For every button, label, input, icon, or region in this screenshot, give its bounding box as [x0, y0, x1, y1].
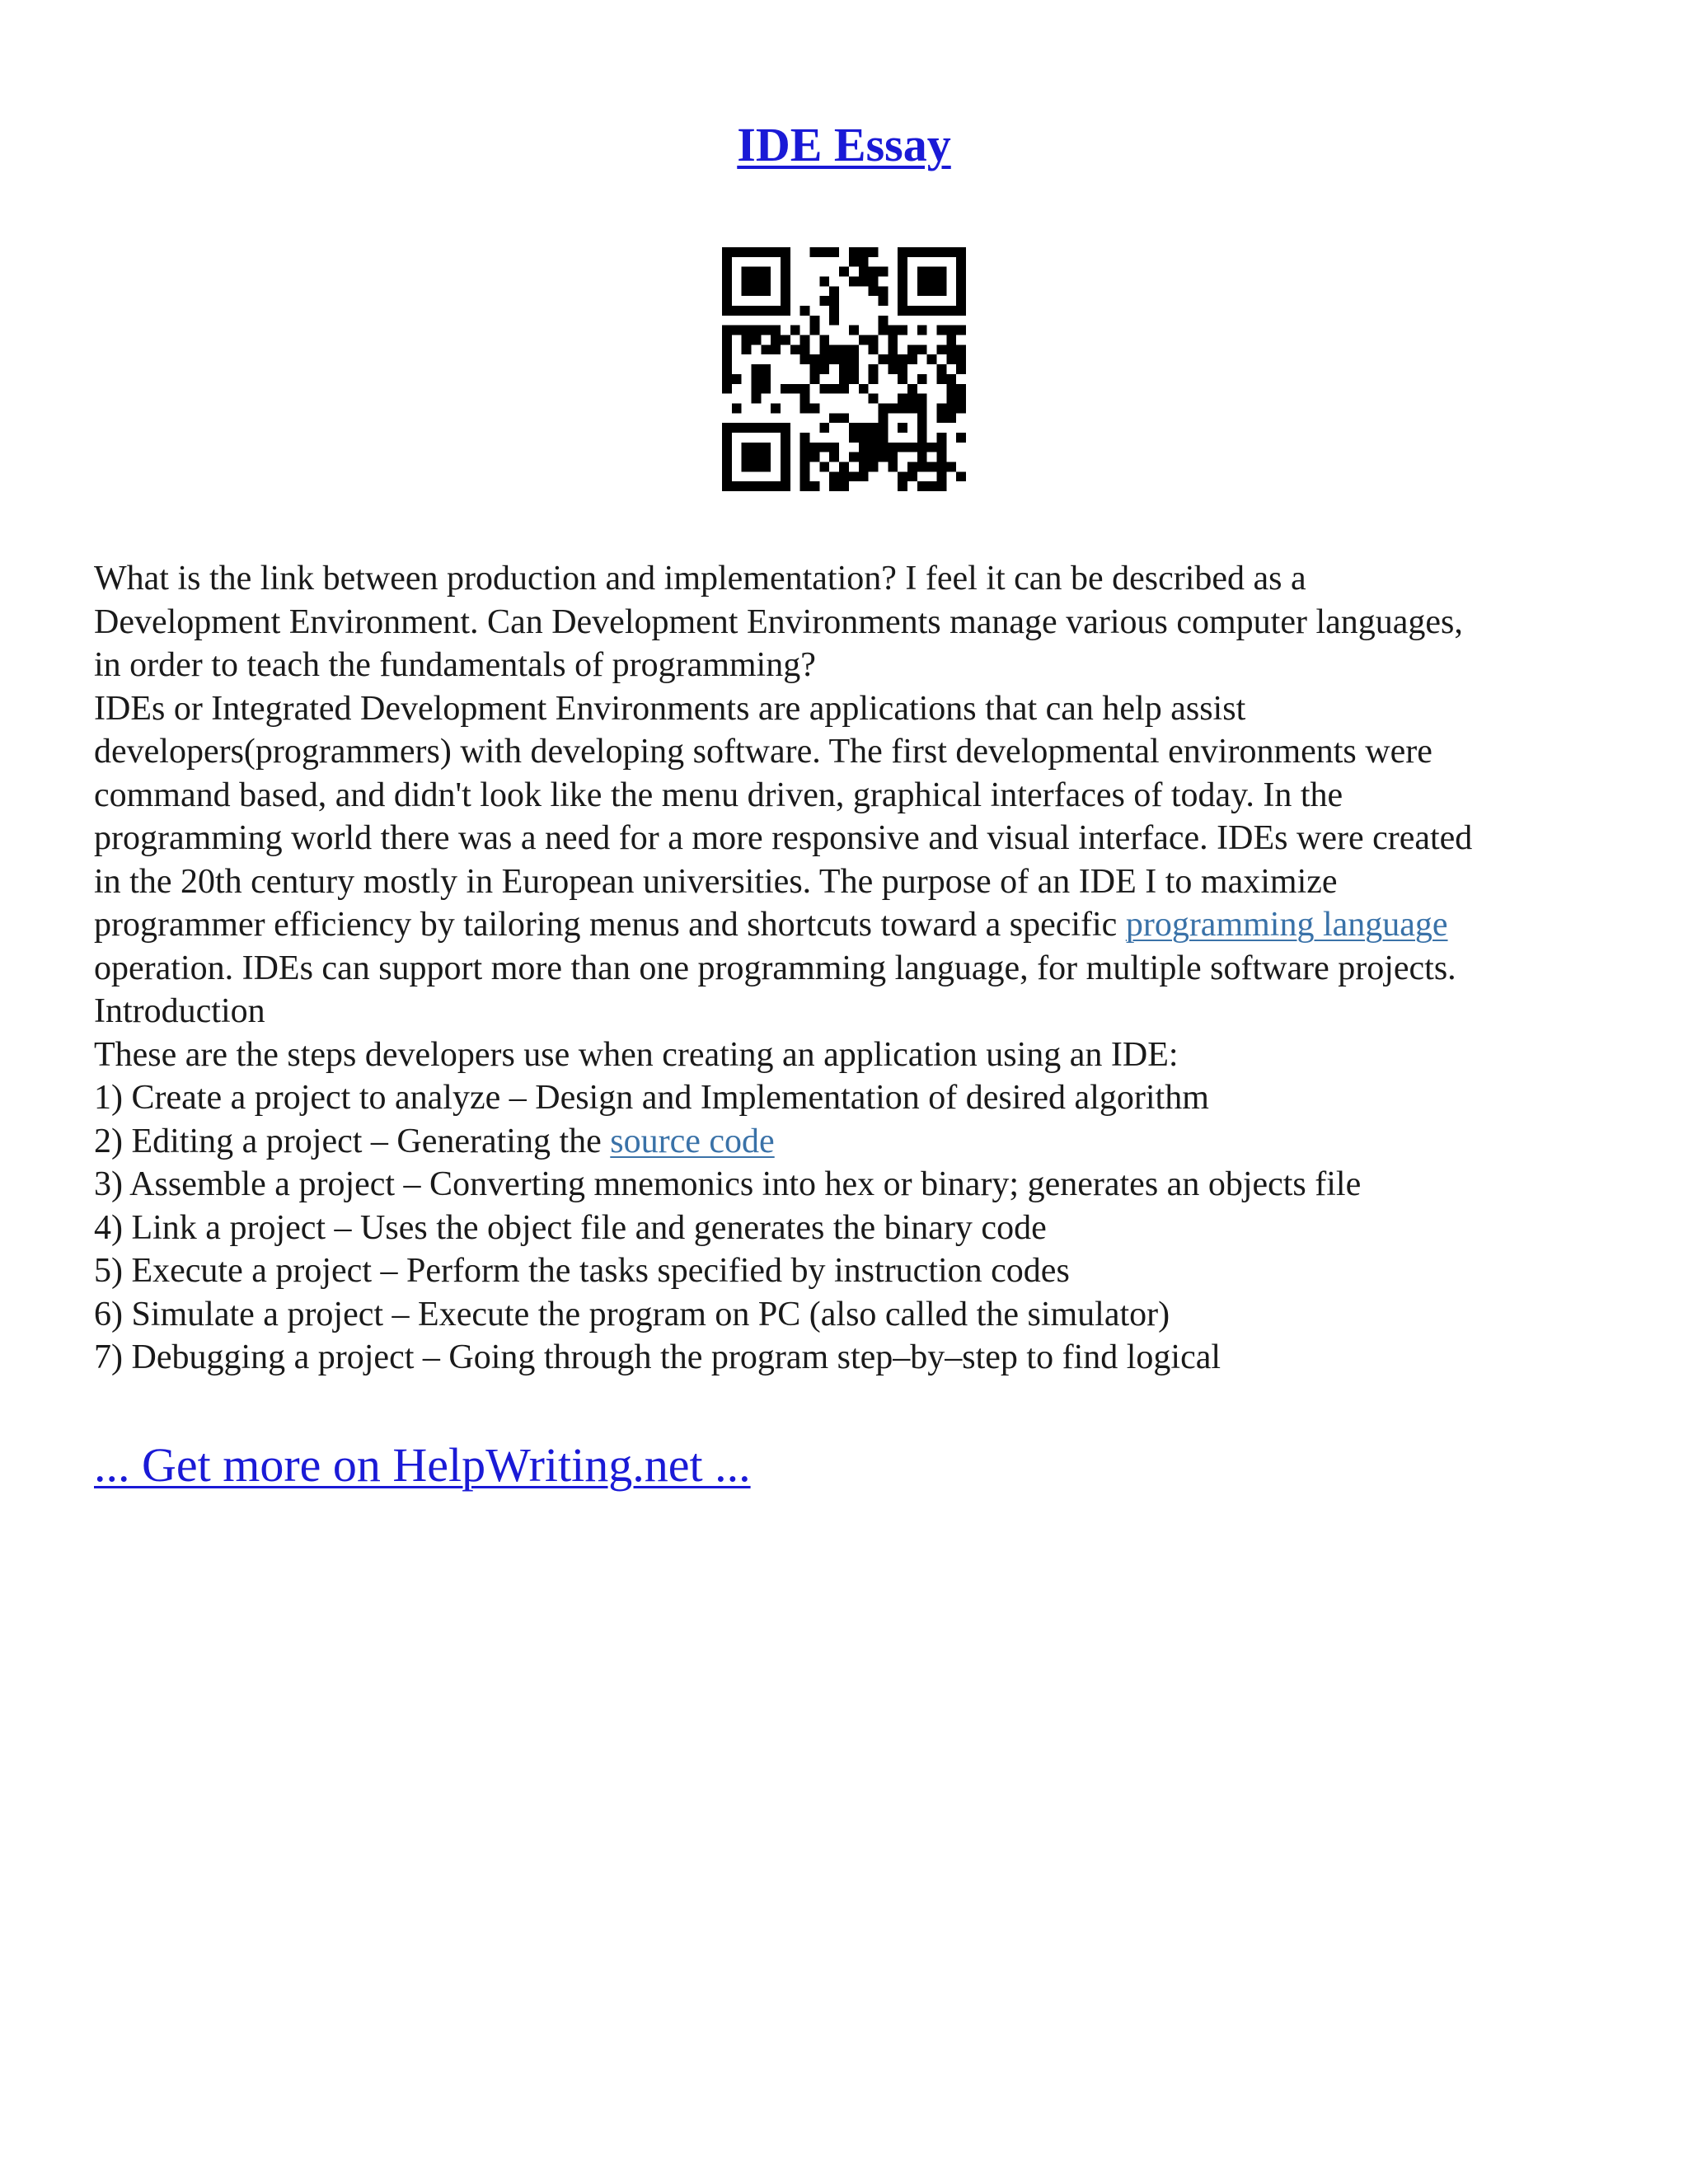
step-item: 3) Assemble a project – Converting mnemonics into hex or binary; generates an objects file	[94, 1165, 1362, 1203]
body-line: Development Environment. Can Development Environments manage various computer languages,	[94, 602, 1463, 641]
section-heading-introduction: Introduction	[94, 992, 265, 1030]
body-line: developers(programmers) with developing software. The first developmental environments were	[94, 733, 1432, 771]
body-line: in order to teach the fundamentals of programming?	[94, 646, 816, 684]
step-item: 4) Link a project – Uses the object file and generates the binary code	[94, 1208, 1047, 1247]
essay-body	[94, 557, 1602, 1380]
body-line: operation. IDEs can support more than one programming language, for multiple software projects.	[94, 949, 1456, 987]
body-line-text: programmer efficiency by tailoring menus and shortcuts toward a specific	[94, 906, 1126, 944]
step-item: 7) Debugging a project – Going through the program step–by–step to find logical	[94, 1338, 1221, 1376]
page-title	[0, 115, 1688, 175]
body-line: in the 20th century mostly in European universities. The purpose of an IDE I to maximize	[94, 862, 1338, 901]
get-more-link[interactable]: ... Get more on HelpWriting.net ...	[94, 1438, 751, 1492]
step-item-with-link	[94, 1120, 1602, 1164]
body-line: IDEs or Integrated Development Environments are applications that can help assist	[94, 689, 1246, 728]
body-line: command based, and didn't look like the menu driven, graphical interfaces of today. In the	[94, 776, 1343, 814]
qr-code	[722, 247, 966, 491]
step-text: 2) Editing a project – Generating the	[94, 1122, 611, 1160]
step-item: 6) Simulate a project – Execute the program on PC (also called the simulator)	[94, 1295, 1170, 1333]
step-item: 1) Create a project to analyze – Design and Implementation of desired algorithm	[94, 1079, 1209, 1117]
body-line: What is the link between production and implementation? I feel it can be described as a	[94, 560, 1306, 598]
source-code-link[interactable]: source code	[610, 1122, 775, 1160]
title-link[interactable]: IDE Essay	[737, 118, 951, 171]
body-line-with-link	[94, 903, 1602, 947]
body-line: programming world there was a need for a more responsive and visual interface. IDEs were created	[94, 819, 1473, 857]
step-item: 5) Execute a project – Perform the tasks specified by instruction codes	[94, 1252, 1070, 1290]
get-more-container	[94, 1436, 751, 1495]
programming-language-link[interactable]: programming language	[1125, 906, 1448, 944]
body-line: These are the steps developers use when creating an application using an IDE:	[94, 1035, 1179, 1074]
